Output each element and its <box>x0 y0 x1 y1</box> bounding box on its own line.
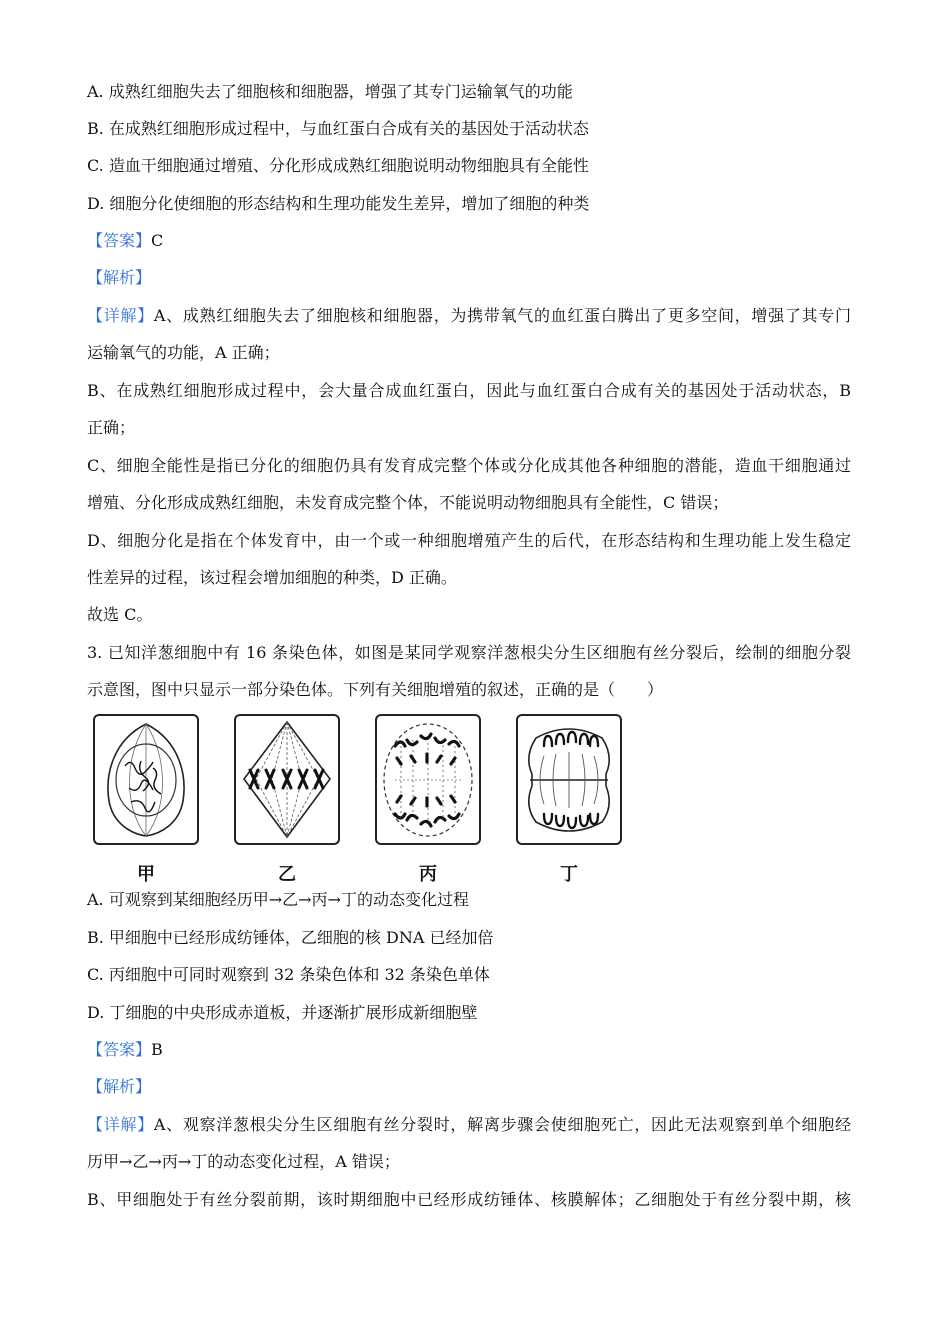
q2-detail-line <box>87 306 851 326</box>
answer-value: B <box>151 1040 163 1059</box>
q3-analysis-heading <box>87 1077 151 1097</box>
caption-yi: 乙 <box>278 864 296 885</box>
prophase-cell-drawing <box>95 716 197 843</box>
detail-tag: 【详解】 <box>87 1115 154 1134</box>
q2-option-d: D. 细胞分化使细胞的形态结构和生理功能发生差异，增加了细胞的种类 <box>87 194 590 213</box>
q2-detail-line: B、在成熟红细胞形成过程中，会大量合成血红蛋白，因此与血红蛋白合成有关的基因处于活动状态，B <box>87 381 851 400</box>
analysis-tag: 【解析】 <box>87 268 152 287</box>
figure-jia <box>93 714 199 845</box>
anaphase-cell-drawing <box>377 716 479 843</box>
q2-option-c: C. 造血干细胞通过增殖、分化形成成熟红细胞说明动物细胞具有全能性 <box>87 156 589 175</box>
q2-detail-line: D、细胞分化是指在个体发育中，由一个或一种细胞增殖产生的后代，在形态结构和生理功能上发生稳定 <box>87 531 851 550</box>
detail-text: A、成熟红细胞失去了细胞核和细胞器，为携带氧气的血红蛋白腾出了更多空间，增强了其专门 <box>153 306 851 325</box>
q3-stem-line: 3. 已知洋葱细胞中有 16 条染色体，如图是某同学观察洋葱根尖分生区细胞有丝分裂后，绘制的细胞分裂 <box>87 643 851 662</box>
caption-jia: 甲 <box>137 864 155 885</box>
q3-detail-line <box>87 1115 851 1135</box>
q2-detail-line: 正确； <box>87 418 136 437</box>
q3-option-a: A. 可观察到某细胞经历甲→乙→丙→丁的动态变化过程 <box>87 890 469 909</box>
q2-detail-line: 增殖、分化形成成熟红细胞，未发育成完整个体，不能说明动物细胞具有全能性，C 错误； <box>87 493 729 512</box>
q2-conclusion: 故选 C。 <box>87 605 153 624</box>
q3-option-b: B. 甲细胞中已经形成纺锤体，乙细胞的核 DNA 已经加倍 <box>87 928 494 947</box>
q2-answer <box>87 231 163 251</box>
figure-ding <box>516 714 622 845</box>
telophase-cell-drawing <box>518 716 620 843</box>
answer-tag: 【答案】 <box>87 1040 152 1059</box>
q3-option-d: D. 丁细胞的中央形成赤道板，并逐渐扩展形成新细胞壁 <box>87 1003 478 1022</box>
figure-yi <box>234 714 340 845</box>
q2-detail-line: 性差异的过程，该过程会增加细胞的种类，D 正确。 <box>87 568 457 587</box>
cell-division-figures <box>87 714 647 884</box>
detail-text: A、观察洋葱根尖分生区细胞有丝分裂时，解离步骤会使细胞死亡，因此无法观察到单个细胞经 <box>153 1115 851 1134</box>
q2-detail-line: C、细胞全能性是指已分化的细胞仍具有发育成完整个体或分化成其他各种细胞的潜能，造血干细胞通过 <box>87 456 851 475</box>
caption-bing: 丙 <box>419 864 437 885</box>
q3-option-c: C. 丙细胞中可同时观察到 32 条染色体和 32 条染色单体 <box>87 965 490 984</box>
analysis-tag: 【解析】 <box>87 1077 152 1096</box>
q2-option-b: B. 在成熟红细胞形成过程中，与血红蛋白合成有关的基因处于活动状态 <box>87 119 589 138</box>
q3-detail-line: 历甲→乙→丙→丁的动态变化过程，A 错误； <box>87 1152 400 1171</box>
q3-stem-line: 示意图，图中只显示一部分染色体。下列有关细胞增殖的叙述，正确的是（ ） <box>87 680 664 699</box>
q3-answer <box>87 1040 163 1060</box>
answer-tag: 【答案】 <box>87 231 152 250</box>
figure-bing <box>375 714 481 845</box>
answer-value: C <box>151 231 164 250</box>
detail-tag: 【详解】 <box>87 306 154 325</box>
q2-detail-line: 运输氧气的功能，A 正确； <box>87 343 280 362</box>
q2-option-a: A. 成熟红细胞失去了细胞核和细胞器，增强了其专门运输氧气的功能 <box>87 82 573 101</box>
q2-analysis-heading <box>87 268 151 288</box>
caption-ding: 丁 <box>560 864 578 885</box>
q3-detail-line: B、甲细胞处于有丝分裂前期，该时期细胞中已经形成纺锤体、核膜解体；乙细胞处于有丝分裂中期，核 <box>87 1190 851 1209</box>
metaphase-cell-drawing <box>236 716 338 843</box>
